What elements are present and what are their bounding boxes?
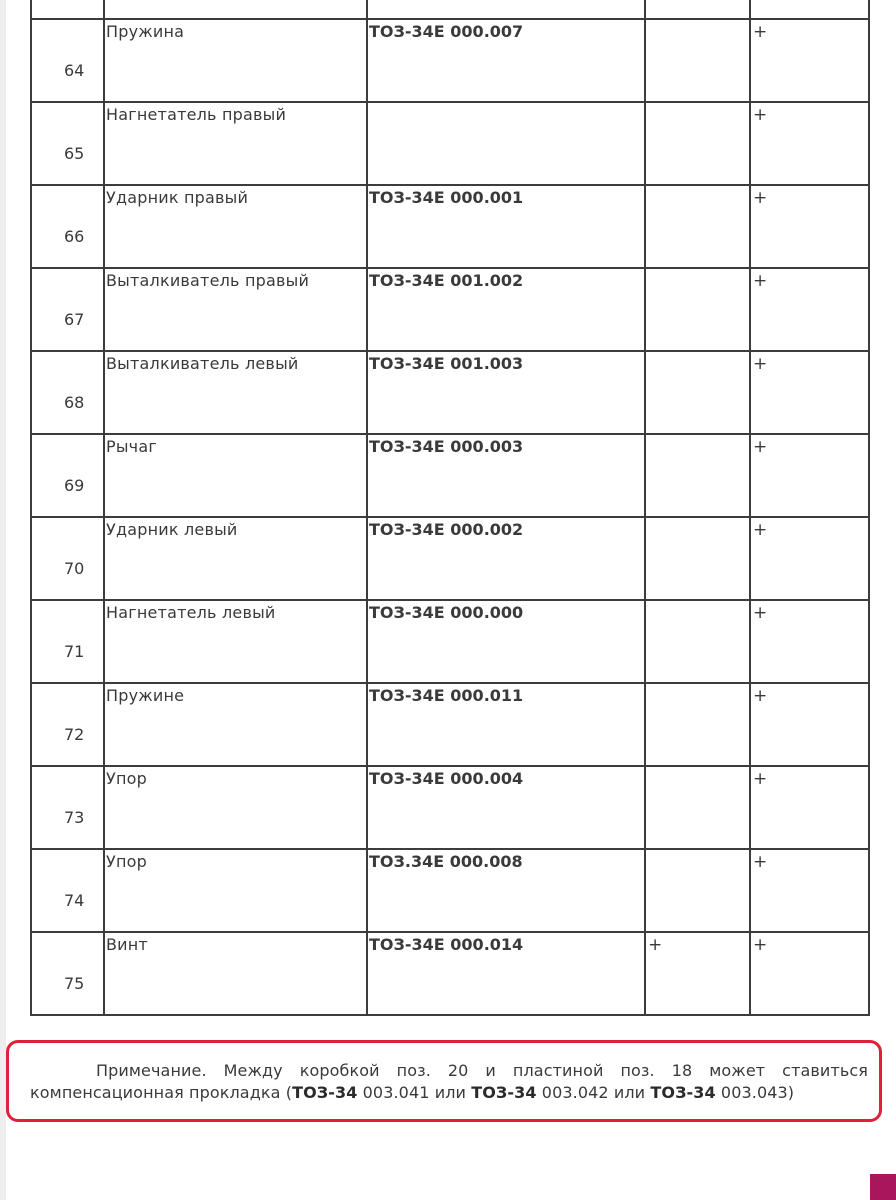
note-lead: Примечание. Между коробкой поз. 20 и пластиной поз. 18 может ставиться компенсационная прокладка (: [30, 1061, 868, 1102]
table-row: [31, 683, 869, 766]
row-number: 64: [31, 19, 104, 102]
part-name: Ударник левый: [104, 517, 367, 600]
mark-cell-1: [645, 102, 750, 185]
part-code: ТОЗ-34Е 000.002: [367, 517, 645, 600]
part-name: Упор: [104, 766, 367, 849]
part-code: ТОЗ-34Е 000.014: [367, 932, 645, 1015]
mark-cell-1: [645, 766, 750, 849]
mark-cell-1: +: [645, 932, 750, 1015]
part-name: Пружине: [104, 683, 367, 766]
part-code: ТОЗ-34Е 000.000: [367, 600, 645, 683]
part-code: ТОЗ-34Е 000.004: [367, 766, 645, 849]
part-name: Рычаг: [104, 434, 367, 517]
note-code-c: ТОЗ-34: [650, 1083, 716, 1102]
row-number: 74: [31, 849, 104, 932]
mark-cell-2: +: [750, 600, 869, 683]
note-code-c-num: 003.043): [715, 1083, 795, 1102]
mark-cell-2: +: [750, 102, 869, 185]
row-number: 70: [31, 517, 104, 600]
mark-cell-2: +: [750, 19, 869, 102]
parts-table: [30, 0, 870, 1016]
part-name: Нагнетатель правый: [104, 102, 367, 185]
note-code-b-num: 003.042 или: [536, 1083, 651, 1102]
part-name: [104, 0, 367, 19]
table-row: [31, 932, 869, 1015]
table-row: [31, 102, 869, 185]
table-row: [31, 351, 869, 434]
table-row: [31, 185, 869, 268]
row-number: 73: [31, 766, 104, 849]
mark-cell-2: +: [750, 849, 869, 932]
mark-cell-1: [645, 600, 750, 683]
row-number: 69: [31, 434, 104, 517]
mark-cell-2: +: [750, 766, 869, 849]
mark-cell-2: +: [750, 517, 869, 600]
part-code: ТОЗ-34Е 000.003: [367, 434, 645, 517]
part-code: ТОЗ-34Е 001.002: [367, 268, 645, 351]
row-number: 66: [31, 185, 104, 268]
mark-cell-2: +: [750, 932, 869, 1015]
row-number: 72: [31, 683, 104, 766]
note-code-b: ТОЗ-34: [471, 1083, 537, 1102]
table-row: [31, 434, 869, 517]
part-code: [367, 102, 645, 185]
table-row: [31, 766, 869, 849]
part-name: Пружина: [104, 19, 367, 102]
row-number: 68: [31, 351, 104, 434]
row-number: [31, 0, 104, 19]
table-row: [31, 19, 869, 102]
table-row: [31, 517, 869, 600]
part-code: [367, 0, 645, 19]
row-number: 71: [31, 600, 104, 683]
mark-cell-1: [645, 849, 750, 932]
mark-cell-1: [645, 0, 750, 19]
mark-cell-2: +: [750, 268, 869, 351]
row-number: 67: [31, 268, 104, 351]
note-code-a: ТОЗ-34: [292, 1083, 358, 1102]
row-number: 65: [31, 102, 104, 185]
mark-cell-1: [645, 19, 750, 102]
parts-table-body: [31, 0, 869, 1015]
note-paragraph: [30, 1060, 868, 1104]
row-number: 75: [31, 932, 104, 1015]
part-code: ТОЗ-34Е 000.007: [367, 19, 645, 102]
part-name: Упор: [104, 849, 367, 932]
part-name: Винт: [104, 932, 367, 1015]
part-name: Ударник правый: [104, 185, 367, 268]
corner-scroll-button[interactable]: [870, 1174, 896, 1200]
mark-cell-2: [750, 0, 869, 19]
mark-cell-1: [645, 683, 750, 766]
note-code-a-num: 003.041 или: [357, 1083, 472, 1102]
part-code: ТОЗ.34Е 000.008: [367, 849, 645, 932]
part-name: Нагнетатель левый: [104, 600, 367, 683]
mark-cell-1: [645, 351, 750, 434]
mark-cell-2: +: [750, 683, 869, 766]
mark-cell-1: [645, 517, 750, 600]
page-left-edge: [0, 0, 6, 1200]
table-row: [31, 849, 869, 932]
mark-cell-1: [645, 185, 750, 268]
table-row: [31, 600, 869, 683]
part-code: ТОЗ-34Е 000.011: [367, 683, 645, 766]
table-row: [31, 268, 869, 351]
mark-cell-2: +: [750, 434, 869, 517]
mark-cell-2: +: [750, 185, 869, 268]
part-code: ТОЗ-34Е 000.001: [367, 185, 645, 268]
part-name: Выталкиватель правый: [104, 268, 367, 351]
mark-cell-1: [645, 434, 750, 517]
part-name: Выталкиватель левый: [104, 351, 367, 434]
mark-cell-1: [645, 268, 750, 351]
table-row: [31, 0, 869, 19]
part-code: ТОЗ-34Е 001.003: [367, 351, 645, 434]
mark-cell-2: +: [750, 351, 869, 434]
